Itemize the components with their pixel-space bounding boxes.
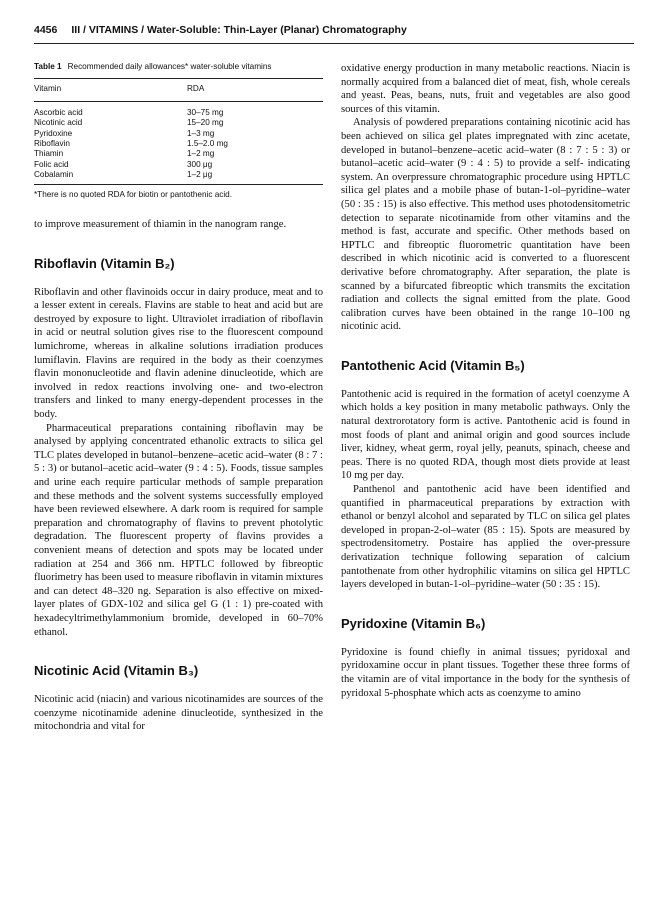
table-row [34,108,323,118]
pyridoxine-paragraph: Pyridoxine is found chiefly in animal tissues; pyridoxal and pyridoxamine occur in plant tissues. Together these three forms of the vitamin are of vital importance in the body for the synthesis of pyridoxal 5-phosphate which acts as coenzyme to amino [341,646,630,699]
riboflavin-paragraph: Riboflavin and other flavinoids occur in dairy produce, meat and to a lesser extent in cereals. Flavins are stable to heat and acid but are destroyed by exposure to light. Ultraviolet irradiation of riboflavin in acid or neutral solution gives rise to the fluorescent compound lumichrome, whereas in alkaline solutions irradiation produces lumiflavin. Flavins are required in the body as their coenzymes flavin mononucleotide and flavin adenine dinucleotide, which are involved in redox reactions involving one- and two-electron transfers and linked to many energy-dependent processes in the body. [34,286,323,420]
pantothenic-acid-paragraph: Pantothenic acid is required in the formation of acetyl coenzyme A which holds a key position in many metabolic pathways. Only the natural dextrorotatory form is active. Pantothenic acid is found in most foods of plant and animal origin and good sources include liver, kidney, wheat germ, royal jelly, peanuts, spinach, cheese and peas. There is no quoted RDA, though most diets provide at least 10 mg per day. [341,388,630,482]
rda-cell: 300 μg [187,159,213,169]
column-header-rda: RDA [187,84,205,94]
table-row [34,170,323,180]
nicotinic-acid-paragraph: oxidative energy production in many metabolic reactions. Niacin is normally acquired from a balanced diet of meat, fish, whole cereals and yeast. Peas, beans, nuts, fruit and vegetables are also good sources of this vitamin. [341,63,630,115]
vitamin-cell: Pyridoxine [34,128,73,138]
header-rule [34,43,634,44]
right-column [341,62,630,700]
rda-cell: 1–2 μg [187,170,213,180]
table-caption [34,62,323,72]
table-label: Table 1 [34,62,62,71]
vitamin-cell: Nicotinic acid [34,118,83,128]
table-row [34,139,323,149]
table-row [34,118,323,128]
running-header [34,24,634,40]
table-row [34,129,323,139]
rda-cell: 1–2 mg [187,149,215,159]
column-header-vitamin: Vitamin [34,84,62,94]
rda-cell: 30–75 mg [187,107,224,117]
nicotinic-acid-paragraph: Analysis of powdered preparations containing nicotinic acid has been achieved on silica gel plates impregnated with zinc acetate, developed in butanol–benzene–acetic acid–water (8 : 7 : 5 : 3) or butanol–acetic acid–water (9 : 4 : 5) to provide a self- indicating system. An overpressure chromatographic procedure using HPTLC silica gel plates and a mobile phase of butan-1-ol–pyridine–water (50 : 35 : 15) is also effective. This method uses photodensitometric detection to separate nicotinamide from other vitamins and the method is fast, accurate and specific. Other methods based on HPTLC and fibreoptic fluorometric quantitation have been described in which nicotinic acid is converted to a fluorescent derivative before chromatography. After separation, the plate is scanned by a bifurcated fibreoptic which transmits the excitation radiation and collects the signal emitted from the plate. Good calibration curves have been obtained in the range 10–100 ng nicotinic acid. [341,117,630,333]
vitamin-cell: Cobalamin [34,170,74,180]
table-footnote: *There is no quoted RDA for biotin or pantothenic acid. [34,189,232,199]
table-row [34,149,323,159]
page-number: 4456 [34,24,58,36]
vitamin-cell: Riboflavin [34,139,70,149]
riboflavin-paragraph: Pharmaceutical preparations containing riboflavin may be analysed by applying concentrated ethanolic extracts to silica gel TLC plates developed in butanol–benzene–acetic acid–water (8 : 7 : 5 : 3) or butanol–acetic acid–water (9 : 4 : 5). Foods, tissue samples and urine each require particular methods of sample preparation and these methods and the solvent systems successfully employed have been reviewed elsewhere. A dark room is required for sample preparation and chromatography of flavins to prevent photolytic degradation. The fluorescent property of flavins provides a convenient means of detection and spots may be located under radiation at 254 and 366 nm. HPTLC followed by fibreoptic fluorimetry has been used to measure riboflavin in vitamin mixtures and can detect 48–320 ng. Separation is also effective on mixed-layer plates of GDX-102 and silica gel G (1 : 1) pre-coated with hexadecyltrimethylammonium bromide, developed in 60–70% ethanol. [34,422,323,638]
pyridoxine-heading: Pyridoxine (Vitamin B₆) [341,615,486,631]
nicotinic-acid-paragraph: Nicotinic acid (niacin) and various nicotinamides are sources of the coenzyme nicotinamide adenine dinucleotide, synthesized in the mitochondria and vital for [34,694,323,733]
vitamin-cell: Thiamin [34,149,64,159]
running-title: III / VITAMINS / Water-Soluble: Thin-Layer (Planar) Chromatography [71,24,407,36]
left-column [34,62,323,734]
rda-cell: 1–3 mg [187,128,215,138]
rda-cell: 1.5–2.0 mg [187,139,228,149]
table-header-row [34,79,323,100]
rda-table [34,62,323,200]
table-body [34,102,323,184]
table-row [34,160,323,170]
table-caption-text: Recommended daily allowances* water-soluble vitamins [67,62,272,71]
riboflavin-heading: Riboflavin (Vitamin B₂) [34,255,175,271]
vitamin-cell: Folic acid [34,159,69,169]
rda-cell: 15–20 mg [187,118,224,128]
nicotinic-acid-heading: Nicotinic Acid (Vitamin B₃) [34,663,199,679]
vitamin-cell: Ascorbic acid [34,107,83,117]
pantothenic-acid-heading: Pantothenic Acid (Vitamin B₅) [341,357,525,373]
pantothenic-acid-paragraph: Panthenol and pantothenic acid have been identified and quantified in pharmaceutical preparations by extraction with ethanol or benzyl alcohol and separated by TLC on silica gel plates developed in propan-2-ol–water (85 : 15). Spots are measured by spectrodensitometry. Postaire has applied the over-pressure derivatization technique following separation of calcium pantothenate from other hydrophilic vitamins on silica gel HPTLC layers developed in butan-1-ol–pyridine–water (50 : 35 : 15). [341,484,630,591]
thiamin-continuation: to improve measurement of thiamin in the nanogram range. [34,219,287,231]
